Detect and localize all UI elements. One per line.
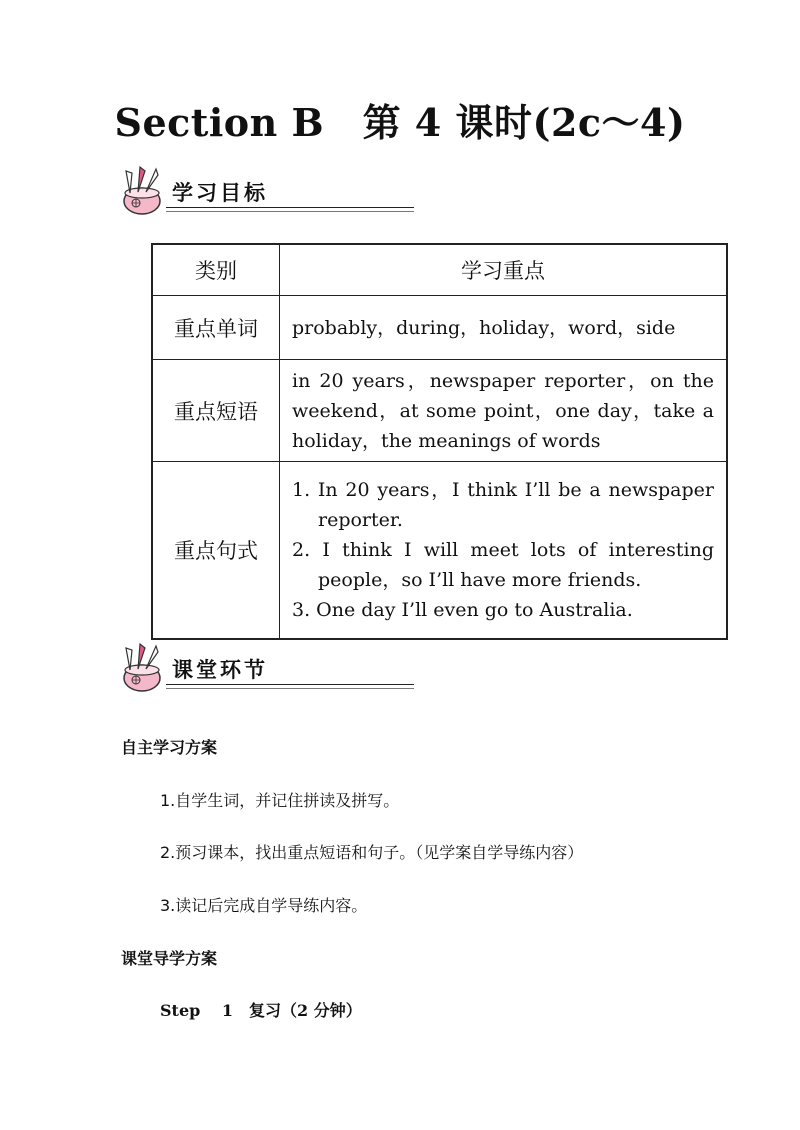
- key-sentence: 3. One day I’ll even go to Australia.: [292, 599, 633, 621]
- list-item: 1.自学生词，并记住拼读及拼写。: [160, 791, 400, 810]
- divider: [166, 688, 414, 689]
- list-item: 3.读记后完成自学导练内容。: [160, 896, 368, 915]
- divider: [166, 684, 414, 685]
- list-item: 2.预习课本，找出重点短语和句子。（见学案自学导练内容）: [160, 843, 584, 862]
- category-cell: 重点短语: [152, 360, 280, 462]
- key-sentence: 1. In 20 years，I think I’ll be a newspaper reporter.: [292, 479, 714, 531]
- badge-label: 课堂环节: [172, 658, 268, 682]
- table-header: 学习重点: [280, 244, 728, 296]
- page-title: Section B 第 4 课时(2c～4): [114, 100, 686, 145]
- class-guide-heading: 课堂导学方案: [121, 949, 218, 968]
- content-cell: probably，during，holiday，word，side: [280, 296, 728, 360]
- table-row: [152, 360, 727, 462]
- content-cell: in 20 years，newspaper reporter，on the weekend，at some point，one day，take a holiday，the meanings of words: [280, 360, 728, 462]
- goals-table: [151, 243, 728, 640]
- divider: [166, 211, 414, 212]
- self-study-heading: 自主学习方案: [121, 738, 218, 757]
- table-row: [152, 296, 727, 360]
- divider: [166, 207, 414, 208]
- category-cell: 重点句式: [152, 462, 280, 640]
- step-heading: Step 1 复习（2 分钟）: [160, 1001, 362, 1020]
- table-row: [152, 462, 727, 640]
- key-sentence: 2. I think I will meet lots of interesting people，so I’ll have more friends.: [292, 539, 714, 591]
- table-header: 类别: [152, 244, 280, 296]
- badge-label: 学习目标: [172, 181, 268, 205]
- section-badge-class: [118, 640, 298, 692]
- category-cell: 重点单词: [152, 296, 280, 360]
- section-badge-goals: [118, 163, 298, 215]
- content-cell: [280, 462, 728, 640]
